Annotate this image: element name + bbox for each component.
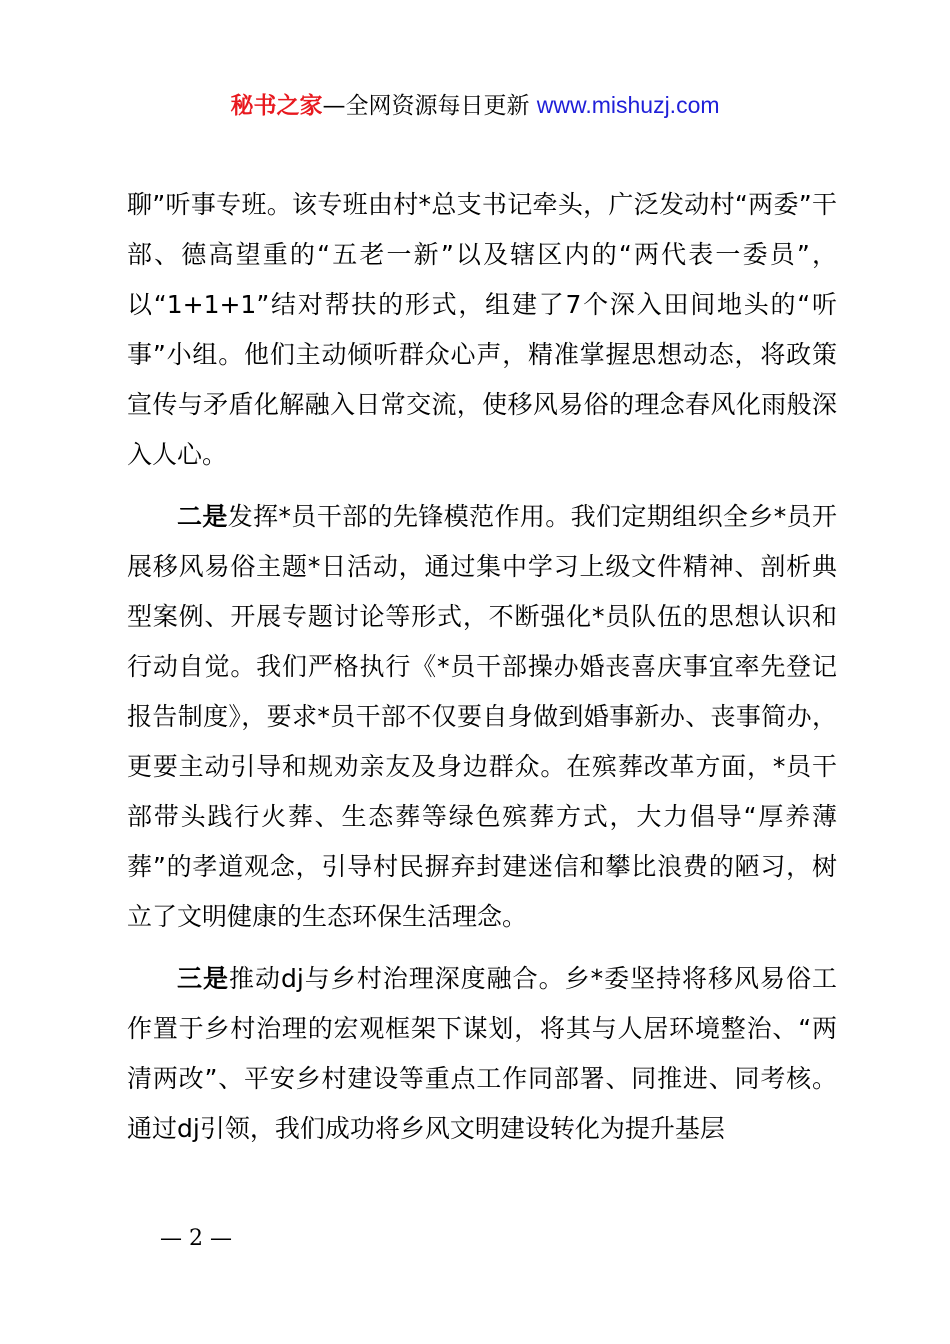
site-url: www.mishuzj.com	[536, 92, 720, 118]
site-header	[0, 88, 950, 123]
paragraph-text: 推动dj与乡村治理深度融合。乡*委坚持将移风易俗工作置于乡村治理的宏观框架下谋划，将其与人居环境整治、“两清两改”、平安乡村建设等重点工作同部署、同推进、同考核。通过dj引领，我们成功将乡风文明建设转化为提升基层	[127, 964, 837, 1143]
paragraph-lead: 二是	[177, 502, 228, 531]
site-tagline: —全网资源每日更新	[322, 93, 537, 119]
site-brand: 秘书之家	[230, 93, 323, 119]
document-body	[127, 180, 837, 1154]
paragraph-item-three	[127, 954, 837, 1154]
page-number: — 2 —	[160, 1226, 232, 1251]
paragraph-item-two	[127, 492, 837, 942]
paragraph-text: 聊”听事专班。该专班由村*总支书记牵头，广泛发动村“两委”干部、德高望重的“五老一新”以及辖区内的“两代表一委员”，以“1+1+1”结对帮扶的形式，组建了7个深入田间地头的“听事”小组。他们主动倾听群众心声，精准掌握思想动态，将政策宣传与矛盾化解融入日常交流，使移风易俗的理念春风化雨般深入人心。	[127, 190, 837, 469]
paragraph-text: 发挥*员干部的先锋模范作用。我们定期组织全乡*员开展移风易俗主题*日活动，通过集中学习上级文件精神、剖析典型案例、开展专题讨论等形式，不断强化*员队伍的思想认识和行动自觉。我们严格执行《*员干部操办婚丧喜庆事宜率先登记报告制度》，要求*员干部不仅要自身做到婚事新办、丧事简办，更要主动引导和规劝亲友及身边群众。在殡葬改革方面，*员干部带头践行火葬、生态葬等绿色殡葬方式，大力倡导“厚养薄葬”的孝道观念，引导村民摒弃封建迷信和攀比浪费的陋习，树立了文明健康的生态环保生活理念。	[127, 502, 837, 931]
paragraph-lead: 三是	[177, 964, 229, 993]
paragraph-continuation	[127, 180, 837, 480]
